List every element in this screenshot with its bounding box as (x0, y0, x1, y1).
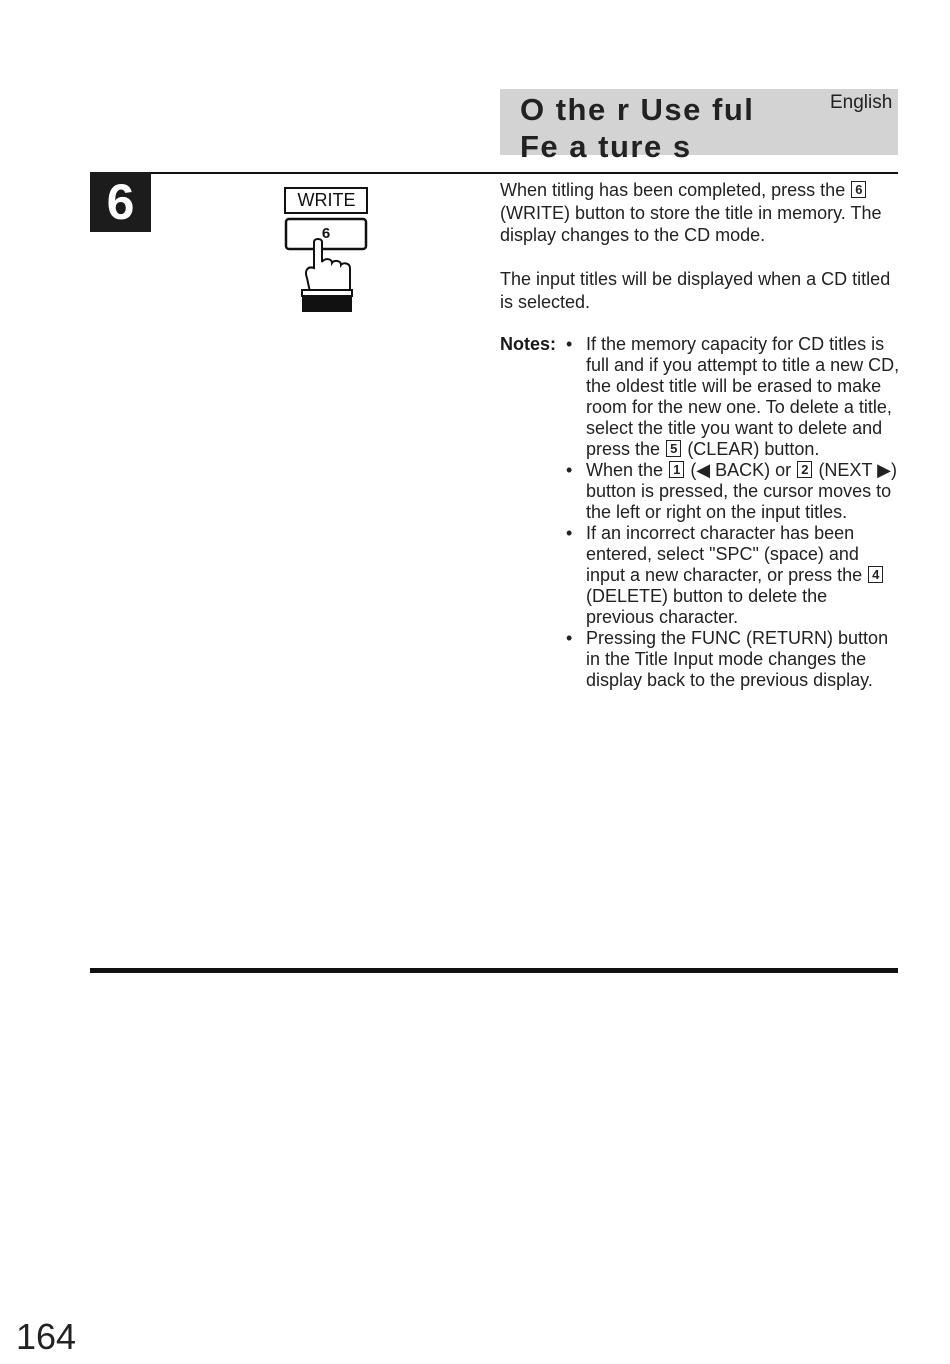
bullet: • (566, 460, 573, 480)
write-label: WRITE (297, 190, 356, 210)
key-1-box: 1 (669, 461, 684, 478)
key-4-box: 4 (868, 566, 883, 583)
note-2-text-c: (NEXT ▶) button is pressed, the cursor moves to the left or right on the input titles. (586, 460, 897, 522)
note-item (566, 460, 900, 523)
key-6-box: 6 (851, 181, 866, 198)
bullet: • (566, 523, 573, 543)
language-label: English (830, 92, 893, 113)
page-number: 164 (16, 1316, 77, 1357)
notes-list (566, 334, 900, 691)
sleeve (302, 296, 352, 312)
bullet: • (566, 334, 573, 354)
notes-label: Notes: (500, 334, 557, 354)
write-key-digit: 6 (321, 225, 331, 242)
section-title (520, 91, 780, 165)
step-paragraph-1 (500, 179, 900, 247)
bottom-divider (90, 968, 898, 973)
paragraph-1-text-a: When titling has been completed, press the (500, 180, 846, 200)
note-3-text-b: (DELETE) button to delete the previous character. (586, 586, 828, 627)
section-title-line2: Fe a ture s (520, 129, 692, 164)
key-5-box: 5 (666, 440, 681, 457)
note-4-text: Pressing the FUNC (RETURN) button in the Title Input mode changes the display back to the previous display. (586, 628, 889, 690)
step-number-badge: 6 (90, 172, 151, 232)
step-paragraph-2: The input titles will be displayed when a CD titled is selected. (500, 269, 891, 312)
top-divider (150, 172, 898, 174)
note-item (566, 523, 900, 628)
note-1-text-b: (CLEAR) button. (687, 439, 820, 459)
note-item (566, 628, 900, 691)
note-2-text-b: (◀ BACK) or (690, 460, 792, 480)
note-3-text-a: If an incorrect character has been entered, select "SPC" (space) and input a new character, or press the (586, 523, 863, 585)
note-2-text-a: When the (586, 460, 664, 480)
sleeve-cuff (302, 290, 352, 296)
paragraph-1-text-b: (WRITE) button to store the title in memory. The display changes to the CD mode. (500, 202, 882, 245)
key-2-box: 2 (797, 461, 812, 478)
note-1-text-a: If the memory capacity for CD titles is full and if you attempt to title a new CD, the oldest title will be erased to make room for the new one. To delete a title, select the title you want to delete and press the (586, 334, 900, 459)
bullet: • (566, 628, 573, 648)
note-item (566, 334, 900, 460)
section-title-line1: O the r Use ful (520, 92, 755, 127)
